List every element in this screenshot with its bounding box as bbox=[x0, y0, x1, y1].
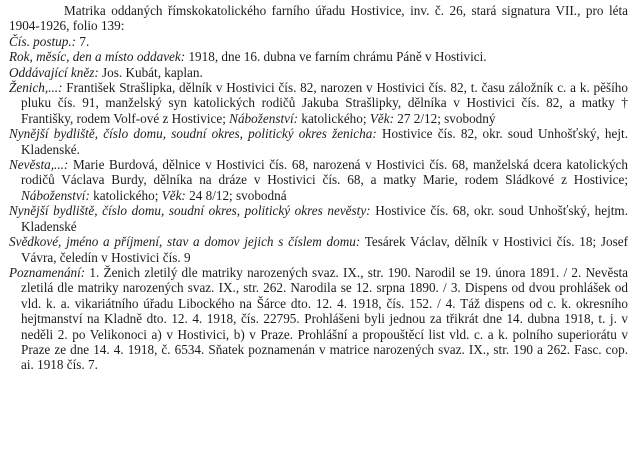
age-label: Věk: bbox=[366, 110, 394, 126]
religion-value: katolického; bbox=[89, 187, 159, 203]
entry-value: Jos. Kubát, kaplan. bbox=[98, 64, 203, 80]
entry-label: Čís. postup.: bbox=[9, 33, 77, 49]
entry-label: Nevěsta,...: bbox=[9, 157, 69, 173]
entry-value: 1. Ženich zletilý dle matriky narozených svaz. IX., str. 190. Narodil se 19. února 1891. / 2. Nevěsta zletilá dle matriky narozených svaz. IX., str. 262. Narodila se 12. srpna 1890. / 3. Dispens od dvou prohlášek od vld. k. a. vikariátního úřadu Libockého na Šárce dto. 12. 4. 1918, čís. 152. / 4. Táž dispens od c. k. okresního hejtmanství na Kladně dto. 12. 4. 1918, čís. 22795. Prohlášeni byli jednou za třikrát dne 14. dubna 1918, t. j. v neděli 2. po Velikonoci a) v Hostivici, b) v Praze. Prohlášní a propouštěcí list vld. c. a k. polního superiorátu v Praze ze dne 14. 4. 1918, č. 6534. Sňatek poznamenán v matrice narozených svaz. IX., str. 190 a 262. Fasc. cop. ai. 1918 čís. 7. bbox=[21, 264, 628, 373]
entry-value: František Strašlipka, dělník v Hostivici čís. 82, narozen v Hostivici čís. 82, t. času záložník c. a k. pěšího pluku čís. 91, manželský syn katolických rodičů Jakuba Strašlipky, dělníka v Hostivici čís. 82, a matky † Františky, rodem Volf-ové z Hostivice; bbox=[21, 80, 628, 126]
entry-value: 7. bbox=[76, 33, 90, 49]
religion-label: Náboženství: bbox=[225, 110, 299, 126]
entry-marriage-date-place bbox=[9, 49, 628, 64]
intro-paragraph: Matrika oddaných římskokatolického farního úřadu Hostivice, inv. č. 26, stará signatura VII., pro léta 1904-1926, folio 139: bbox=[9, 3, 628, 34]
age-value: 27 2/12; svobodný bbox=[393, 110, 496, 126]
entry-label: Oddávající kněz: bbox=[9, 64, 99, 80]
entry-label: Poznamenání: bbox=[9, 264, 86, 280]
entry-groom-residence bbox=[9, 126, 628, 157]
entry-label: Svědkové, jméno a příjmení, stav a domov jejich s číslem domu: bbox=[9, 234, 361, 250]
entry-value: Hostivice čís. 82, okr. soud Unhošťský, hejt. Kladenské. bbox=[21, 126, 629, 157]
entry-bride-residence bbox=[9, 203, 628, 234]
entry-value: Marie Burdová, dělnice v Hostivici čís. 68, narozená v Hostivici čís. 68, manželská dcera katolických rodičů Václava Burdy, dělníka na dráze v Hostivici čís. 68, a matky Marie, rodem Sládkové z Hostivice; bbox=[21, 157, 628, 188]
entry-label: Nynější bydliště, číslo domu, soudní okres, politický okres ženicha: bbox=[9, 126, 377, 142]
entry-sequence-number bbox=[9, 34, 628, 49]
entry-value: Hostivice čís. 68, okr. soud Unhošťský, hejtm. Kladenské bbox=[21, 203, 628, 234]
entry-bride bbox=[9, 157, 628, 203]
entry-notes bbox=[9, 265, 628, 373]
entry-value: Tesárek Václav, dělník v Hostivici čís. 18; Josef Vávra, čeledín v Hostivici čís. 9 bbox=[21, 234, 628, 265]
entry-label: Rok, měsíc, den a místo oddavek: bbox=[9, 49, 186, 65]
entry-officiating-priest bbox=[9, 65, 628, 80]
entry-label: Ženich,...: bbox=[9, 80, 63, 96]
religion-value: katolického; bbox=[298, 110, 367, 126]
entry-witnesses bbox=[9, 234, 628, 265]
age-value: 24 8/12; svobodná bbox=[185, 187, 287, 203]
religion-label: Náboženství: bbox=[21, 187, 90, 203]
age-label: Věk: bbox=[158, 187, 186, 203]
entry-label: Nynější bydliště, číslo domu, soudní okres, politický okres nevěsty: bbox=[9, 203, 371, 219]
entry-value: 1918, dne 16. dubna ve farním chrámu Páně v Hostivici. bbox=[185, 49, 487, 65]
entry-groom bbox=[9, 80, 628, 126]
